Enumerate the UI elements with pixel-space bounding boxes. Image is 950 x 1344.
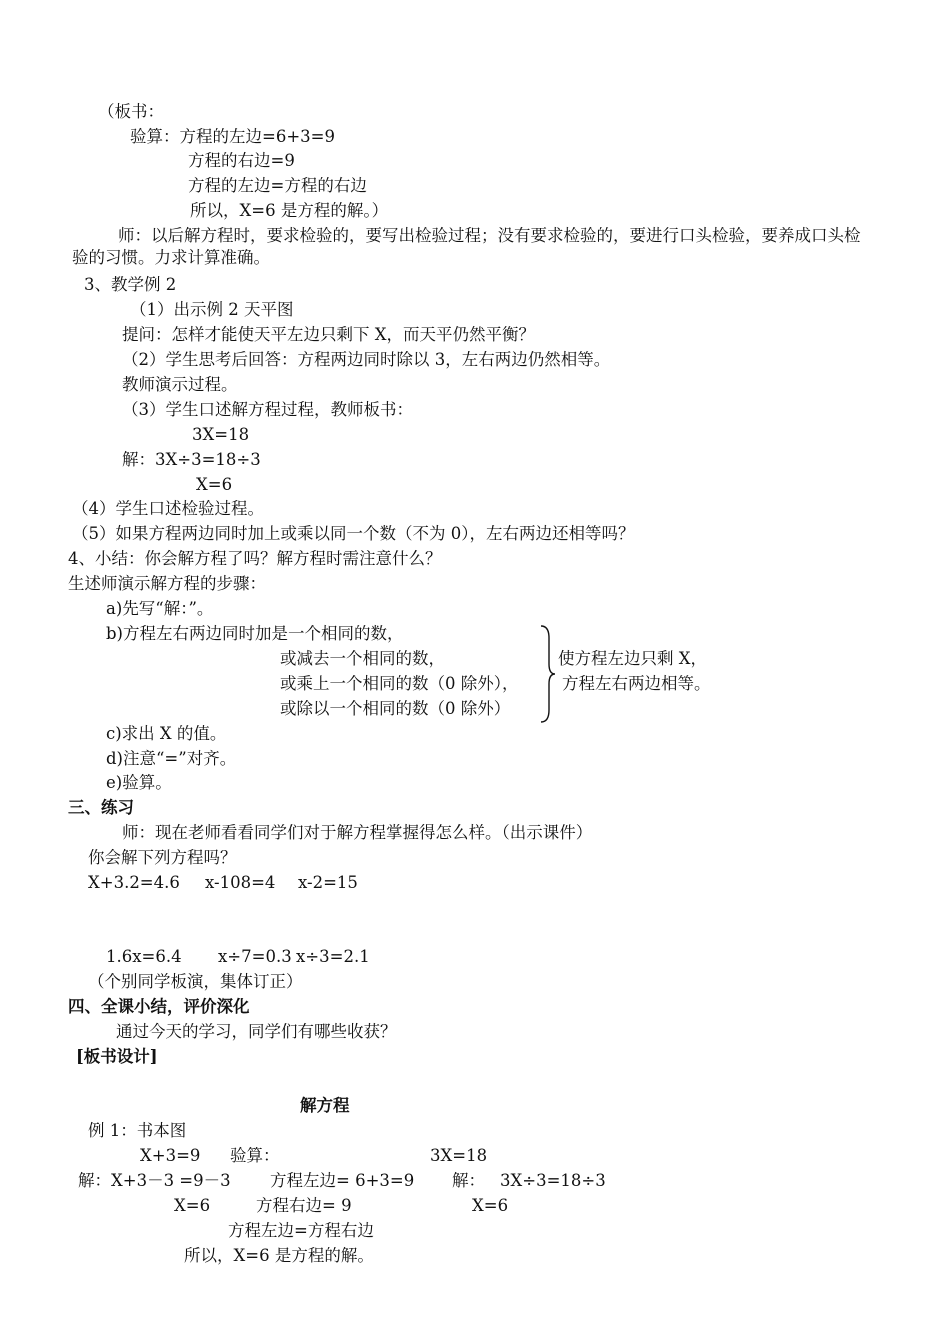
step-b-result: 方程左右两边相等。 [562,674,711,693]
text-line: 教师演示过程。 [122,375,238,394]
step-b: b)方程左右两边同时加是一个相同的数， [106,624,404,643]
step-b-result: 使方程左边只剩 X， [558,649,707,668]
equation: 3X=18 [430,1146,488,1165]
section-heading: 三、练习 [68,798,134,817]
text-line: 例 1：书本图 [88,1121,187,1140]
paragraph: 师：以后解方程时，要求检验的，要写出检验过程；没有要求检验的，要进行口头检验，要养成口头检验的习惯。力求计算准确。 [72,226,861,267]
text-line: 所以，X=6 是方程的解。） [190,201,389,220]
text-line: （2）学生思考后回答：方程两边同时除以 3，左右两边仍然相等。 [122,350,611,369]
text-line: 验算：方程的左边=6+3=9 [130,127,335,146]
exercise: x÷7=0.3 [218,947,292,966]
equation: 解：3X÷3=18÷3 [122,450,261,469]
text-line: 你会解下列方程吗？ [88,848,237,867]
step-a: a)先写“解：”。 [106,599,214,618]
equation: X+3=9 [140,1146,201,1165]
text-line: 解： [452,1171,485,1190]
text-line: 师：现在老师看看同学们对于解方程掌握得怎么样。（出示课件） [122,823,593,842]
equation: 解：X+3－3 =9－3 [78,1171,231,1190]
text-line: 所以，X=6 是方程的解。 [184,1246,374,1265]
equation: X=6 [472,1196,509,1215]
exercise: 1.6x=6.4 [106,947,182,966]
step-b-line: 或减去一个相同的数， [280,649,445,668]
section-heading: 4、小结：你会解方程了吗？解方程时需注意什么？ [68,549,442,568]
text-line: （3）学生口述解方程过程，教师板书： [122,400,413,419]
board-title: 解方程 [300,1096,350,1115]
step-c: c)求出 X 的值。 [106,724,227,743]
exercise: X+3.2=4.6 [88,873,180,892]
equation: 方程右边= 9 [256,1196,352,1215]
section-heading: 四、全课小结，评价深化 [68,997,250,1016]
text-line: 生述师演示解方程的步骤： [68,574,266,593]
text-line: （1）出示例 2 天平图 [130,300,294,319]
step-e: e)验算。 [106,773,172,792]
step-d: d)注意“=”对齐。 [106,749,237,768]
text-line: 方程的左边=方程的右边 [188,176,367,195]
equation: 3X=18 [192,425,250,444]
board-design-heading: [板书设计] [76,1047,158,1066]
section-heading: 3、教学例 2 [84,275,177,294]
step-b-line: 或乘上一个相同的数（0 除外）， [280,674,519,693]
exercise: x÷3=2.1 [296,947,370,966]
text-line: （5）如果方程两边同时加上或乘以同一个数（不为 0），左右两边还相等吗？ [72,524,635,543]
equation: 方程左边= 6+3=9 [270,1171,415,1190]
text-line: （个别同学板演，集体订正） [88,972,303,991]
exercise: x-108=4 [205,873,276,892]
right-brace [538,624,558,724]
text-line: （4）学生口述检验过程。 [72,499,264,518]
step-b-line: 或除以一个相同的数（0 除外） [280,699,511,718]
equation: X=6 [196,475,233,494]
text-line: （板书： [98,102,164,121]
text-line: 方程的右边=9 [188,151,295,170]
text-line: 提问：怎样才能使天平左边只剩下 X，而天平仍然平衡？ [122,325,535,344]
equation: X=6 [174,1196,211,1215]
exercise: x-2=15 [298,873,358,892]
equation: 3X÷3=18÷3 [500,1171,606,1190]
equation: 方程左边=方程右边 [228,1221,374,1240]
text-line: 通过今天的学习，同学们有哪些收获？ [116,1022,397,1041]
text-line: 验算： [230,1146,280,1165]
